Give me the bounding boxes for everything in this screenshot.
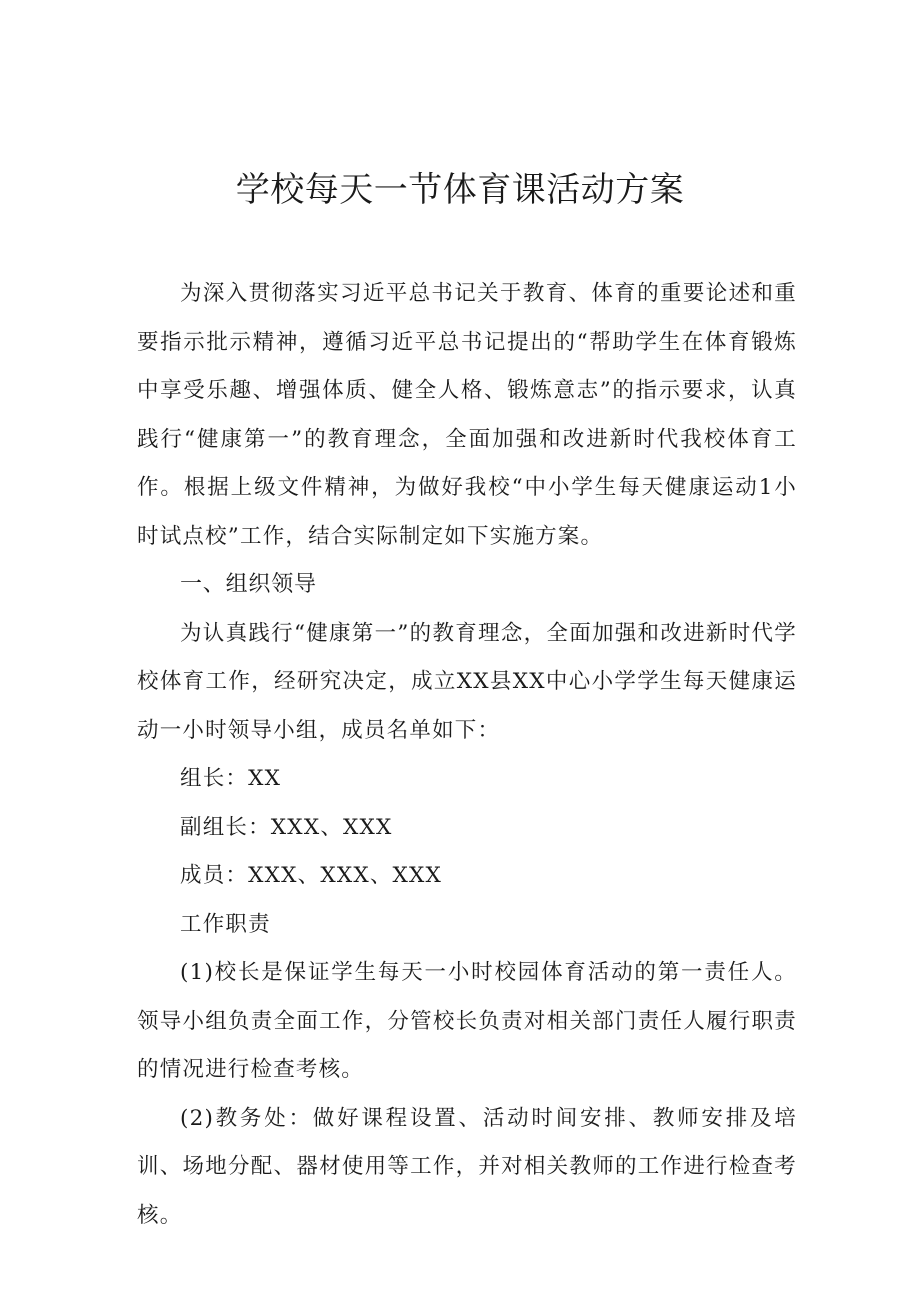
document-title: 学校每天一节体育课活动方案 bbox=[235, 170, 685, 210]
duty-item-2: (2)教务处：做好课程设置、活动时间安排、教师安排及培训、场地分配、器材使用等工作，并对相关教师的工作进行检查考核。 bbox=[137, 1105, 797, 1228]
section-paragraph: 为认真践行“健康第一”的教育理念，全面加强和改进新时代学校体育工作，经研究决定，成立XX县XX中心小学学生每天健康运动一小时领导小组，成员名单如下： bbox=[137, 620, 797, 743]
leader-line: 组长：XX bbox=[180, 766, 282, 791]
deputy-leader-line: 副组长：XXX、XXX bbox=[180, 814, 393, 840]
duties-heading: 工作职责 bbox=[180, 911, 271, 937]
duty-item-1: (1)校长是保证学生每天一小时校园体育活动的第一责任人。领导小组负责全面工作，分管校长负责对相关部门责任人履行职责的情况进行检查考核。 bbox=[137, 960, 797, 1082]
section-heading: 一、组织领导 bbox=[180, 572, 317, 597]
document-body bbox=[137, 270, 797, 1240]
members-line: 成员：XXX、XXX、XXX bbox=[180, 863, 443, 888]
intro-paragraph: 为深入贯彻落实习近平总书记关于教育、体育的重要论述和重要指示批示精神，遵循习近平总书记提出的“帮助学生在体育锻炼中享受乐趣、增强体质、健全人格、锻炼意志”的指示要求，认真践行“健康第一”的教育理念，全面加强和改进新时代我校体育工作。根据上级文件精神，为做好我校“中小学生每天健康运动1小时试点校”工作，结合实际制定如下实施方案。 bbox=[137, 281, 797, 549]
